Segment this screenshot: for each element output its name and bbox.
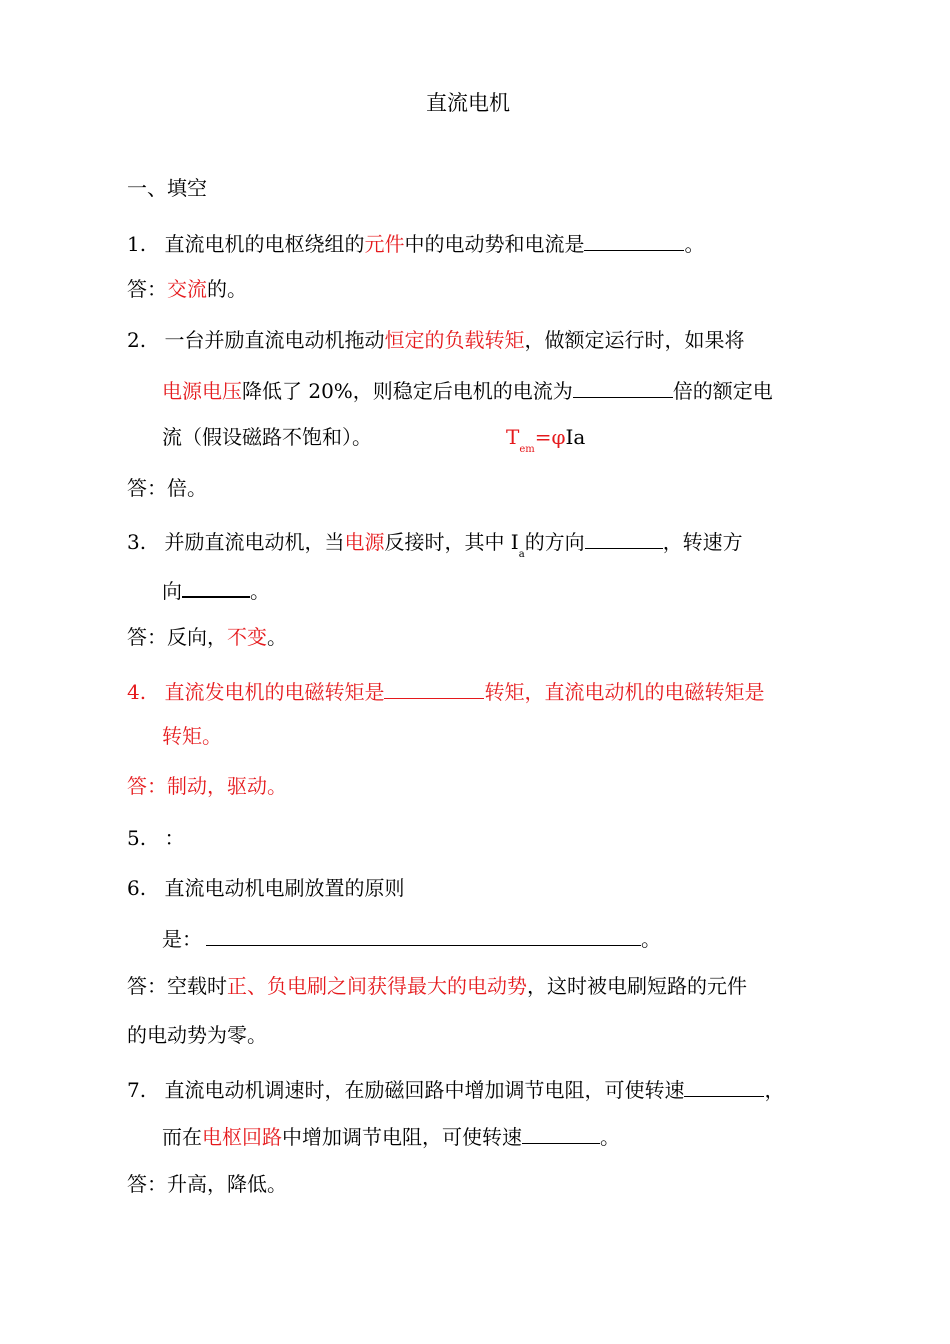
question-4-line-2: 转矩。	[162, 724, 222, 748]
question-6-line-2	[162, 923, 661, 952]
highlight-text: 正、负电刷之间获得最大的电动势	[227, 974, 527, 998]
question-text: 中的电动势和电流是	[404, 232, 585, 256]
subscript: a	[518, 549, 525, 560]
question-text: 降低了 20%，则稳定后电机的电流为	[242, 379, 573, 403]
question-text: 中增加调节电阻，可使转速	[282, 1125, 522, 1149]
highlight-text: 恒定的负载转矩	[384, 328, 525, 352]
punctuation: 。	[250, 579, 270, 603]
punctuation: ，	[764, 1078, 785, 1102]
question-2-line-2	[162, 375, 773, 404]
question-5	[127, 825, 184, 851]
punctuation: 。	[684, 232, 705, 256]
question-text: 并励直流电动机，当	[164, 530, 345, 554]
answer-text: 。	[267, 625, 287, 649]
question-number: 1.	[127, 232, 147, 256]
question-text: ：	[164, 826, 185, 850]
answer-label: 答：	[127, 974, 167, 998]
question-text: 反接时，其中 I	[384, 530, 519, 554]
answer-text: 反向，	[167, 625, 227, 649]
highlight-text: 电枢回路	[202, 1125, 282, 1149]
question-number: 2.	[127, 328, 147, 352]
question-4-line-1	[127, 676, 764, 705]
section-heading: 一、填空	[127, 176, 207, 200]
question-text: 直流发电机的电磁转矩是	[164, 680, 385, 704]
answer-text: 空载时	[167, 974, 227, 998]
question-number: 7.	[127, 1078, 147, 1102]
question-number: 4.	[127, 680, 147, 704]
question-text: 而在	[162, 1125, 202, 1149]
answer-7	[127, 1171, 287, 1197]
answer-blank[interactable]	[384, 676, 484, 699]
answer-blank[interactable]	[206, 923, 641, 946]
highlight-text: 不变	[227, 625, 267, 649]
question-2-line-1	[127, 327, 744, 353]
formula-symbol: =φ	[534, 425, 566, 449]
question-2-line-3: 流（假设磁路不饱和）。	[162, 425, 372, 449]
answer-6-line-1	[127, 973, 747, 999]
answer-blank[interactable]	[182, 574, 250, 598]
question-3-line-2	[162, 574, 270, 604]
answer-text: 的。	[207, 277, 247, 301]
question-number: 5.	[127, 826, 147, 850]
highlight-text: 电源	[344, 530, 385, 554]
punctuation: 。	[600, 1125, 620, 1149]
question-7-line-2	[162, 1121, 620, 1150]
answer-text: 倍。	[167, 476, 207, 500]
question-7-line-1	[127, 1074, 784, 1103]
question-text: 一台并励直流电动机拖动	[164, 328, 385, 352]
formula	[506, 424, 585, 455]
question-number: 6.	[127, 876, 147, 900]
question-text: 倍的额定电	[672, 379, 773, 403]
answer-1	[127, 276, 247, 302]
formula-symbol: T	[506, 425, 520, 449]
question-text: ，转速方	[662, 530, 743, 554]
punctuation: 。	[641, 927, 661, 951]
answer-blank[interactable]	[584, 228, 684, 251]
question-3-line-1	[127, 526, 743, 560]
answer-blank[interactable]	[573, 375, 673, 398]
page-title: 直流电机	[426, 91, 510, 115]
question-number: 3.	[127, 530, 147, 554]
formula-subscript: em	[519, 444, 535, 455]
answer-3	[127, 624, 287, 650]
answer-label: 答：	[127, 476, 167, 500]
question-text: 直流电机的电枢绕组的	[164, 232, 365, 256]
question-text: 直流电动机电刷放置的原则	[164, 876, 405, 900]
highlight-text: 元件	[364, 232, 405, 256]
question-1	[127, 228, 704, 257]
answer-label: 答：	[127, 277, 167, 301]
highlight-text: 电源电压	[162, 379, 242, 403]
question-text: 是：	[162, 927, 202, 951]
question-text: 向	[162, 579, 182, 603]
answer-label: 答：	[127, 625, 167, 649]
question-text: 的方向	[524, 530, 585, 554]
question-text: ，做额定运行时，如果将	[524, 328, 745, 352]
question-6-line-1	[127, 875, 404, 901]
answer-text: 升高，降低。	[167, 1172, 287, 1196]
highlight-text: 交流	[167, 277, 207, 301]
answer-blank[interactable]	[522, 1121, 600, 1144]
question-text: 转矩，直流电动机的电磁转矩是	[484, 680, 765, 704]
answer-2	[127, 475, 207, 501]
answer-6-line-2: 的电动势为零。	[127, 1023, 267, 1047]
answer-blank[interactable]	[684, 1074, 764, 1097]
answer-text: ，这时被电刷短路的元件	[527, 974, 747, 998]
answer-4: 答：制动，驱动。	[127, 774, 287, 798]
answer-label: 答：	[127, 1172, 167, 1196]
question-text: 直流电动机调速时，在励磁回路中增加调节电阻，可使转速	[164, 1078, 685, 1102]
formula-symbol: Ia	[565, 425, 586, 449]
answer-blank[interactable]	[585, 526, 663, 549]
